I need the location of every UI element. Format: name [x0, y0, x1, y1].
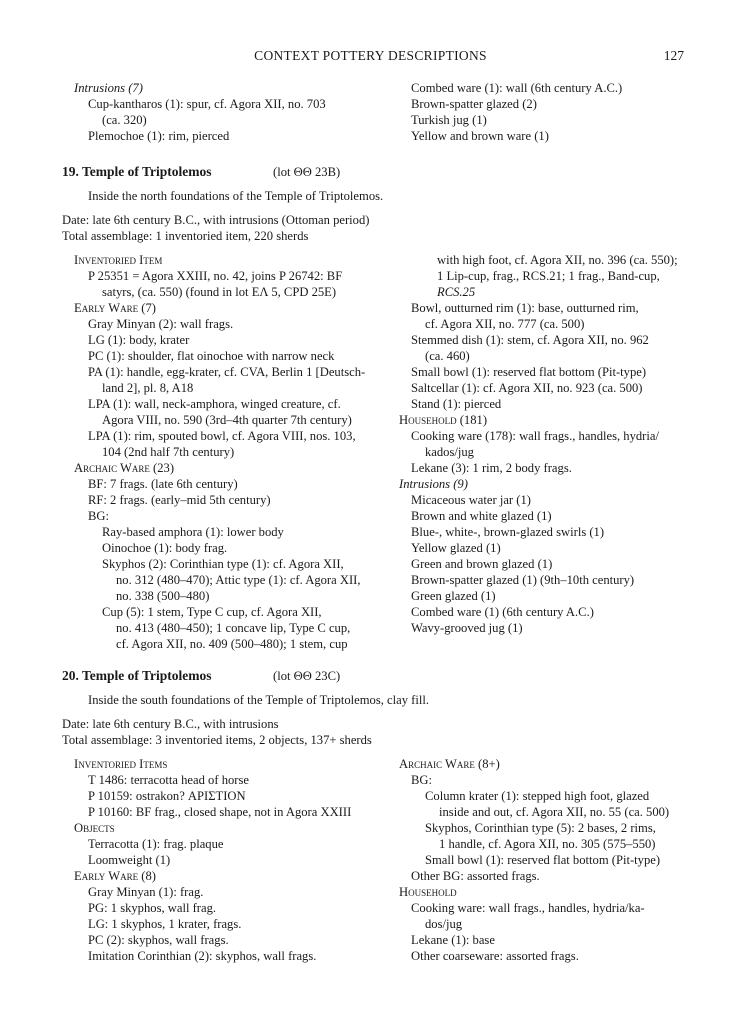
list-item: Plemochoe (1): rim, pierced: [88, 129, 230, 143]
section-20-title: 20. Temple of Triptolemos: [62, 668, 212, 683]
list-item: RF: 2 frags. (early–mid 5th century): [88, 493, 271, 507]
page-number: 127: [663, 48, 684, 63]
section-20-date: Date: late 6th century B.C., with intrusions: [62, 717, 279, 731]
list-item: Cup-kantharos (1): spur, cf. Agora XII, no. 703: [88, 97, 326, 111]
subheading: Archaic Ware (23): [74, 461, 175, 475]
list-item-cont: dos/jug: [425, 917, 463, 931]
section-20-intro: Inside the south foundations of the Temple of Triptolemos, clay fill.: [88, 693, 429, 707]
list-item: PG: 1 skyphos, wall frag.: [88, 901, 217, 915]
list-item: PC (2): skyphos, wall frags.: [88, 933, 229, 947]
list-item: Saltcellar (1): cf. Agora XII, no. 923 (ca. 500): [411, 381, 643, 395]
list-item: Gray Minyan (2): wall frags.: [88, 317, 234, 331]
list-item: LPA (1): wall, neck-amphora, winged creature, cf.: [88, 397, 341, 411]
list-item: Small bowl (1): reserved flat bottom (Pit-type): [411, 365, 647, 379]
running-title: CONTEXT POTTERY DESCRIPTIONS: [254, 48, 487, 63]
list-item: BG:: [411, 773, 432, 787]
list-item-cont: with high foot, cf. Agora XII, no. 396 (ca. 550);: [437, 253, 678, 267]
list-item: Blue-, white-, brown-glazed swirls (1): [411, 525, 605, 539]
list-item: BG:: [88, 509, 109, 523]
list-item: Terracotta (1): frag. plaque: [88, 837, 224, 851]
list-item: Cup (5): 1 stem, Type C cup, cf. Agora XII,: [102, 605, 322, 619]
list-item: Column krater (1): stepped high foot, glazed: [425, 789, 650, 803]
subheading: Intrusions (9): [399, 477, 468, 491]
list-item: Skyphos (2): Corinthian type (1): cf. Agora XII,: [102, 557, 344, 571]
list-item: P 25351 = Agora XXIII, no. 42, joins P 26742: BF: [88, 269, 343, 283]
list-item-cont: no. 338 (500–480): [116, 589, 210, 603]
section-20-lot: (lot ΘΘ 23C): [273, 669, 341, 683]
list-item: Gray Minyan (1): frag.: [88, 885, 204, 899]
section-19-lot: (lot ΘΘ 23B): [273, 165, 341, 179]
list-item-cont: cf. Agora XII, no. 777 (ca. 500): [425, 317, 585, 331]
list-item: PA (1): handle, egg-krater, cf. CVA, Berlin 1 [Deutsch-: [88, 365, 366, 379]
subheading: Household: [399, 885, 457, 899]
list-item-cont: Agora VIII, no. 590 (3rd–4th quarter 7th century): [102, 413, 352, 427]
list-item-cont: satyrs, (ca. 550) (found in lot EΛ 5, CPD 25E): [102, 285, 337, 299]
list-item: P 10159: ostrakon? ΑΡΙΣΤΙΟΝ: [88, 789, 246, 803]
list-item: Micaceous water jar (1): [411, 493, 531, 507]
list-item: Cooking ware (178): wall frags., handles, hydria/: [411, 429, 659, 443]
list-item-cont: 1 handle, cf. Agora XII, no. 305 (575–550): [439, 837, 656, 851]
list-item-cont: (ca. 320): [102, 113, 147, 127]
list-item: Brown-spatter glazed (1) (9th–10th century): [411, 573, 635, 587]
list-item: Lekane (1): base: [411, 933, 495, 947]
list-item: Wavy-grooved jug (1): [411, 621, 523, 635]
list-item: Brown and white glazed (1): [411, 509, 552, 523]
list-item: Green glazed (1): [411, 589, 496, 603]
list-item: Turkish jug (1): [411, 113, 487, 127]
section-19-title: 19. Temple of Triptolemos: [62, 164, 212, 179]
list-item: Lekane (3): 1 rim, 2 body frags.: [411, 461, 572, 475]
subheading: Inventoried Item: [74, 253, 163, 267]
list-item-cont: no. 413 (480–450); 1 concave lip, Type C cup,: [116, 621, 351, 635]
section-20-total: Total assemblage: 3 inventoried items, 2 objects, 137+ sherds: [62, 733, 372, 747]
subheading: Early Ware (7): [74, 301, 156, 315]
subheading: Archaic Ware (8+): [399, 757, 500, 771]
list-item: Ray-based amphora (1): lower body: [102, 525, 284, 539]
list-item: Other BG: assorted frags.: [411, 869, 540, 883]
list-item: Oinochoe (1): body frag.: [102, 541, 228, 555]
list-item: Combed ware (1) (6th century A.C.): [411, 605, 594, 619]
running-header: [0, 48, 741, 68]
list-item-cont: no. 312 (480–470); Attic type (1): cf. Agora XII,: [116, 573, 361, 587]
list-item: Bowl, outturned rim (1): base, outturned rim,: [411, 301, 639, 315]
list-item: Green and brown glazed (1): [411, 557, 553, 571]
list-item: LG: 1 skyphos, 1 krater, frags.: [88, 917, 242, 931]
list-item-cont: RCS.25: [437, 285, 476, 299]
list-item-cont: inside and out, cf. Agora XII, no. 55 (ca. 500): [439, 805, 670, 819]
list-item: LPA (1): rim, spouted bowl, cf. Agora VIII, nos. 103,: [88, 429, 356, 443]
list-item: PC (1): shoulder, flat oinochoe with narrow neck: [88, 349, 335, 363]
list-item: Yellow and brown ware (1): [411, 129, 549, 143]
list-item-cont: cf. Agora XII, no. 409 (500–480); 1 stem, cup: [116, 637, 348, 651]
subheading: Inventoried Items: [74, 757, 168, 771]
list-item-cont: 104 (2nd half 7th century): [102, 445, 235, 459]
subheading: Household (181): [399, 413, 488, 427]
list-item: Loomweight (1): [88, 853, 171, 867]
subheading: Objects: [74, 821, 115, 835]
list-item: Skyphos, Corinthian type (5): 2 bases, 2 rims,: [425, 821, 656, 835]
list-item-cont: land 2], pl. 8, A18: [102, 381, 194, 395]
list-item: BF: 7 frags. (late 6th century): [88, 477, 238, 491]
list-item-cont: kados/jug: [425, 445, 474, 459]
list-item: Brown-spatter glazed (2): [411, 97, 537, 111]
list-item: Small bowl (1): reserved flat bottom (Pit-type): [425, 853, 661, 867]
list-item: Other coarseware: assorted frags.: [411, 949, 579, 963]
section-19-date: Date: late 6th century B.C., with intrusions (Ottoman period): [62, 213, 370, 227]
list-item: LG (1): body, krater: [88, 333, 190, 347]
intrusions-heading: Intrusions (7): [74, 81, 143, 95]
list-item: Cooking ware: wall frags., handles, hydria/ka-: [411, 901, 645, 915]
list-item: Yellow glazed (1): [411, 541, 501, 555]
list-item: Imitation Corinthian (2): skyphos, wall frags.: [88, 949, 317, 963]
list-item: P 10160: BF frag., closed shape, not in Agora XXIII: [88, 805, 352, 819]
list-item: Stemmed dish (1): stem, cf. Agora XII, no. 962: [411, 333, 649, 347]
list-item-cont: 1 Lip-cup, frag., RCS.21; 1 frag., Band-cup,: [437, 269, 660, 283]
list-item: T 1486: terracotta head of horse: [88, 773, 249, 787]
subheading: Early Ware (8): [74, 869, 156, 883]
list-item-cont: (ca. 460): [425, 349, 470, 363]
section-19-intro: Inside the north foundations of the Temple of Triptolemos.: [88, 189, 384, 203]
list-item: Combed ware (1): wall (6th century A.C.): [411, 81, 623, 95]
section-19-total: Total assemblage: 1 inventoried item, 220 sherds: [62, 229, 309, 243]
list-item: Stand (1): pierced: [411, 397, 502, 411]
